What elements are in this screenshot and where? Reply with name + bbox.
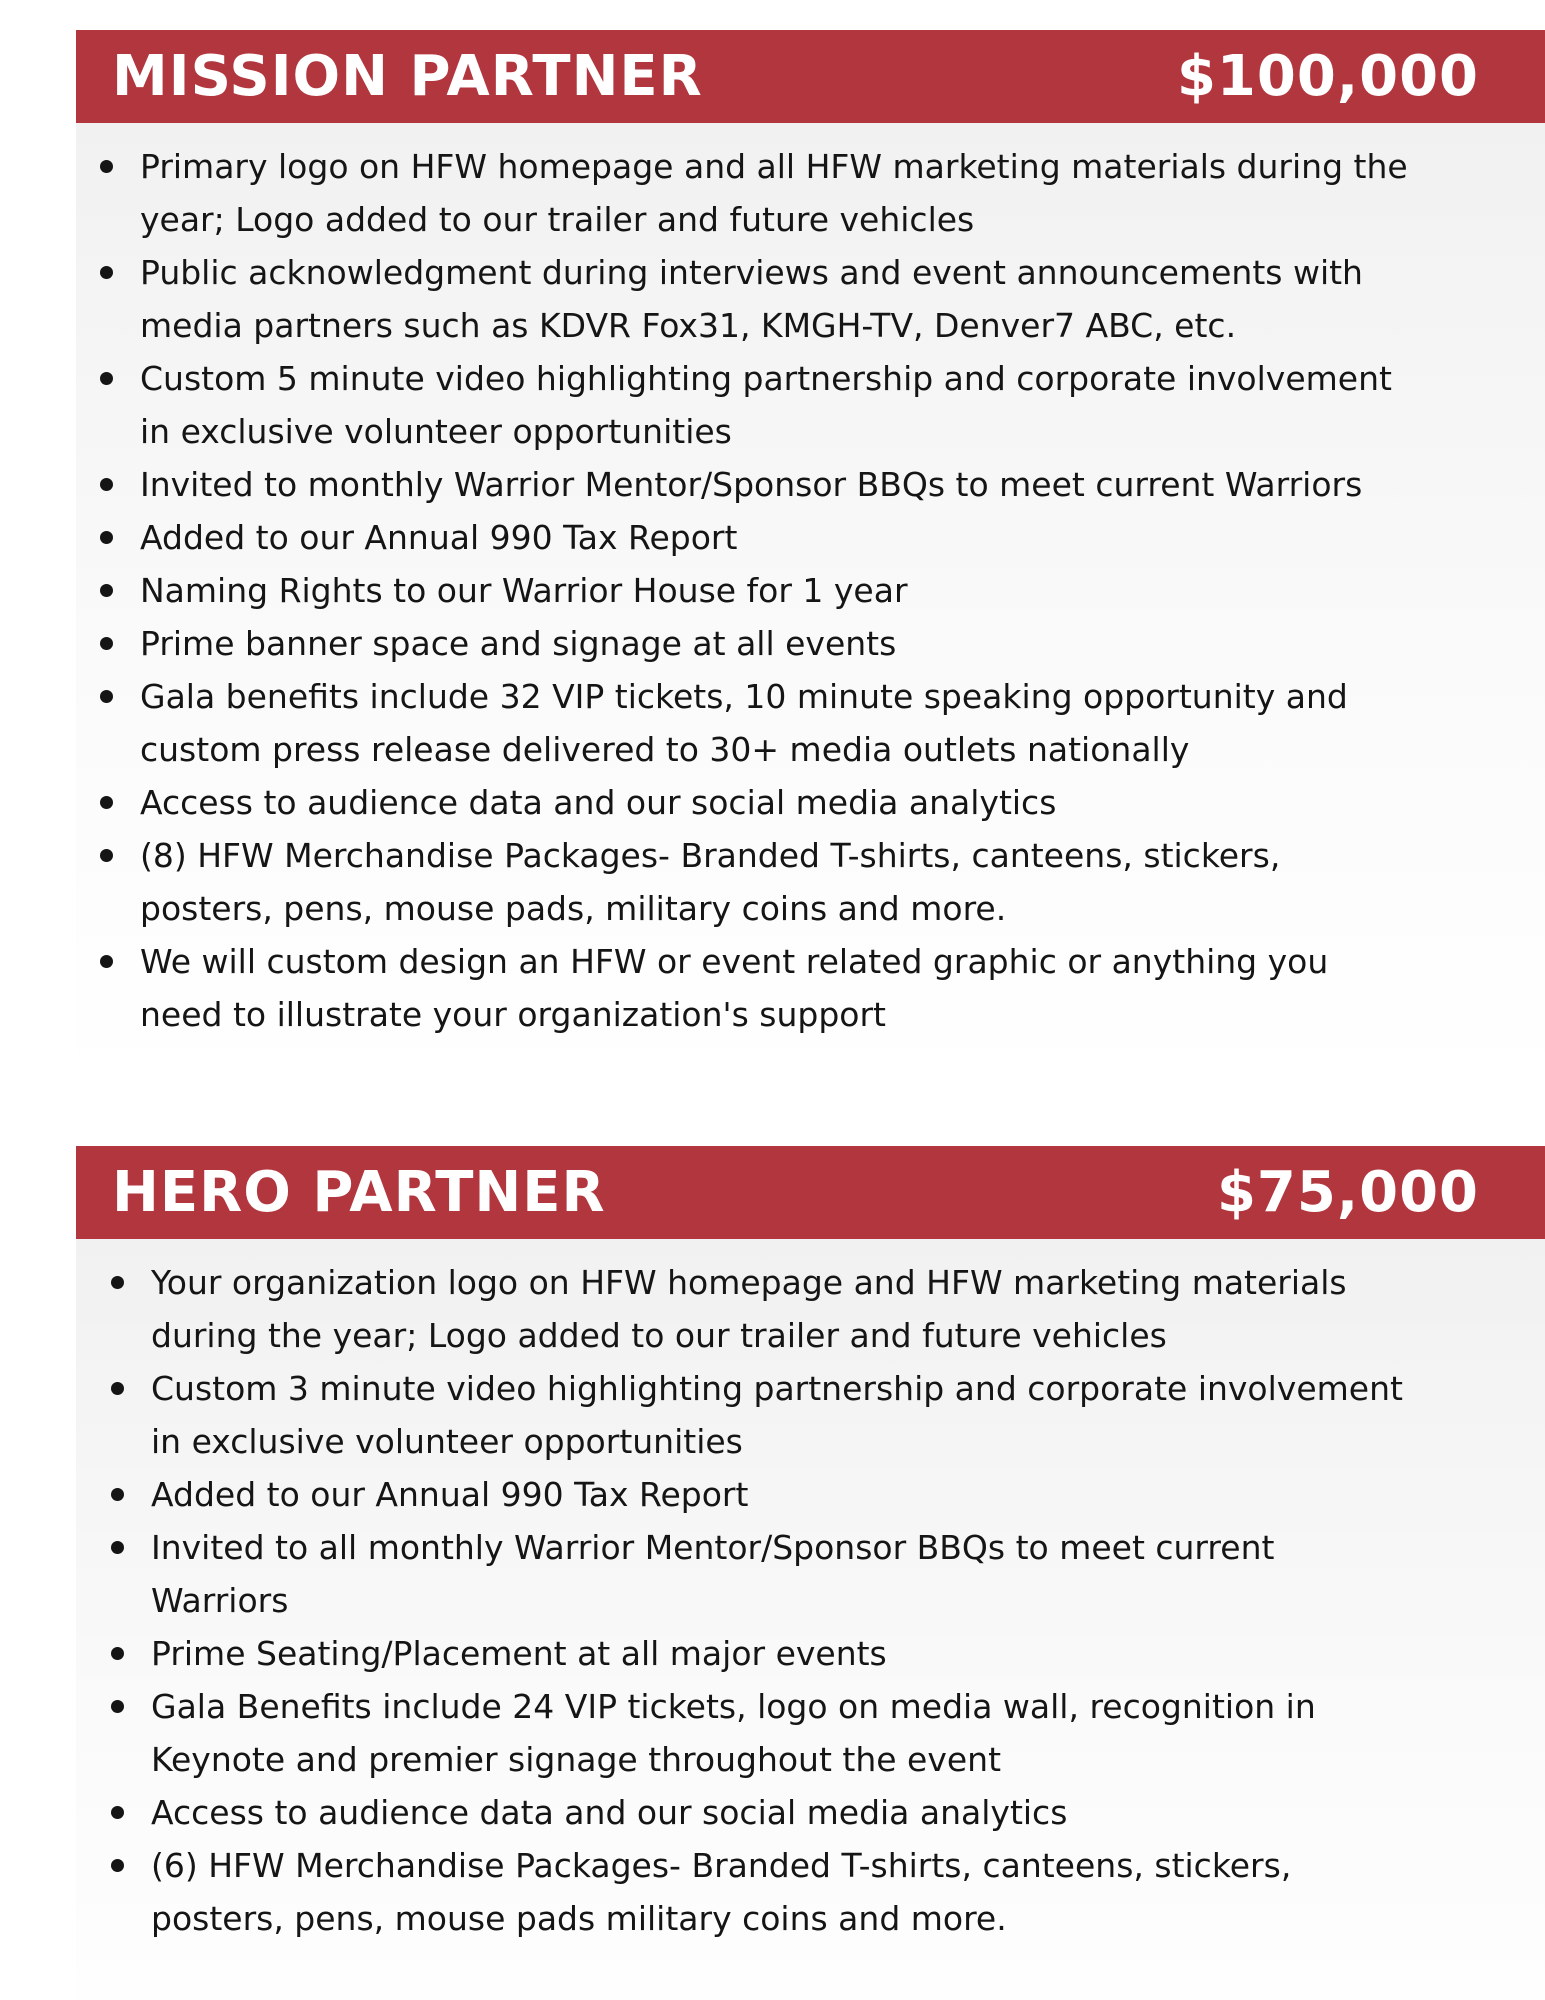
benefit-line: Added to our Annual 990 Tax Report	[140, 518, 738, 557]
benefit-line: Prime banner space and signage at all events	[140, 624, 897, 663]
hero-partner-tier	[76, 1146, 1545, 2000]
benefit-item	[76, 617, 1545, 670]
benefit-item	[76, 564, 1545, 617]
mission-partner-tier	[76, 30, 1545, 1083]
bullet-icon	[100, 372, 113, 385]
benefit-line: Public acknowledgment during interviews and event announcements with	[140, 253, 1363, 292]
benefit-line: posters, pens, mouse pads military coins and more.	[151, 1899, 1007, 1938]
bullet-icon	[111, 1276, 124, 1289]
bullet-icon	[111, 1859, 124, 1872]
benefit-line: Custom 3 minute video highlighting partnership and corporate involvement	[151, 1369, 1403, 1408]
benefit-line: media partners such as KDVR Fox31, KMGH-TV, Denver7 ABC, etc.	[140, 306, 1237, 345]
benefit-line: Gala benefits include 32 VIP tickets, 10 minute speaking opportunity and	[140, 677, 1348, 716]
bullet-icon	[100, 637, 113, 650]
tier-price: $75,000	[1216, 1160, 1479, 1225]
tier-price: $100,000	[1176, 44, 1479, 109]
benefit-line: Naming Rights to our Warrior House for 1 year	[140, 571, 908, 610]
benefit-item	[76, 670, 1545, 776]
benefit-item	[76, 458, 1545, 511]
benefit-item	[76, 1362, 1545, 1468]
benefit-item	[76, 829, 1545, 935]
benefit-line: We will custom design an HFW or event related graphic or anything you	[140, 942, 1329, 981]
benefit-item	[76, 1468, 1545, 1521]
benefit-line: year; Logo added to our trailer and future vehicles	[140, 200, 975, 239]
benefit-line: (6) HFW Merchandise Packages- Branded T-shirts, canteens, stickers,	[151, 1846, 1292, 1885]
benefit-item	[76, 511, 1545, 564]
benefit-line: Gala Benefits include 24 VIP tickets, logo on media wall, recognition in	[151, 1687, 1316, 1726]
benefit-line: during the year; Logo added to our trailer and future vehicles	[151, 1316, 1167, 1355]
bullet-icon	[111, 1806, 124, 1819]
benefit-line: in exclusive volunteer opportunities	[151, 1422, 743, 1461]
bullet-icon	[100, 796, 113, 809]
bullet-icon	[111, 1382, 124, 1395]
tier-header	[76, 30, 1545, 123]
bullet-icon	[111, 1541, 124, 1554]
benefit-item	[76, 1627, 1545, 1680]
tier-benefits-panel	[76, 1239, 1545, 2000]
benefit-line: Your organization logo on HFW homepage and HFW marketing materials	[151, 1263, 1347, 1302]
bullet-icon	[100, 478, 113, 491]
bullet-icon	[100, 266, 113, 279]
benefit-item	[76, 140, 1545, 246]
benefit-line: Added to our Annual 990 Tax Report	[151, 1475, 749, 1514]
benefit-line: need to illustrate your organization's support	[140, 995, 886, 1034]
bullet-icon	[100, 160, 113, 173]
benefit-item	[76, 1839, 1545, 1945]
benefit-line: in exclusive volunteer opportunities	[140, 412, 732, 451]
bullet-icon	[100, 584, 113, 597]
benefit-line: Custom 5 minute video highlighting partnership and corporate involvement	[140, 359, 1392, 398]
benefit-line: Keynote and premier signage throughout the event	[151, 1740, 1002, 1779]
bullet-icon	[100, 849, 113, 862]
tier-header	[76, 1146, 1545, 1239]
benefit-item	[76, 246, 1545, 352]
benefits-list	[76, 1256, 1545, 1945]
bullet-icon	[100, 690, 113, 703]
benefit-line: posters, pens, mouse pads, military coins and more.	[140, 889, 1007, 928]
benefit-line: (8) HFW Merchandise Packages- Branded T-shirts, canteens, stickers,	[140, 836, 1281, 875]
benefit-item	[76, 1521, 1545, 1627]
benefit-line: custom press release delivered to 30+ media outlets nationally	[140, 730, 1190, 769]
bullet-icon	[100, 955, 113, 968]
tier-benefits-panel	[76, 123, 1545, 1083]
benefits-list	[76, 140, 1545, 1041]
tier-title: MISSION PARTNER	[112, 44, 703, 109]
bullet-icon	[111, 1647, 124, 1660]
tier-title: HERO PARTNER	[112, 1160, 606, 1225]
benefit-item	[76, 1256, 1545, 1362]
benefit-item	[76, 776, 1545, 829]
benefit-line: Invited to monthly Warrior Mentor/Sponsor BBQs to meet current Warriors	[140, 465, 1363, 504]
bullet-icon	[111, 1488, 124, 1501]
benefit-line: Access to audience data and our social media analytics	[140, 783, 1057, 822]
bullet-icon	[111, 1700, 124, 1713]
benefit-line: Invited to all monthly Warrior Mentor/Sponsor BBQs to meet current	[151, 1528, 1275, 1567]
benefit-item	[76, 1786, 1545, 1839]
benefit-line: Warriors	[151, 1581, 289, 1620]
benefit-line: Access to audience data and our social media analytics	[151, 1793, 1068, 1832]
benefit-item	[76, 352, 1545, 458]
bullet-icon	[100, 531, 113, 544]
benefit-line: Prime Seating/Placement at all major events	[151, 1634, 887, 1673]
benefit-line: Primary logo on HFW homepage and all HFW marketing materials during the	[140, 147, 1408, 186]
benefit-item	[76, 1680, 1545, 1786]
benefit-item	[76, 935, 1545, 1041]
